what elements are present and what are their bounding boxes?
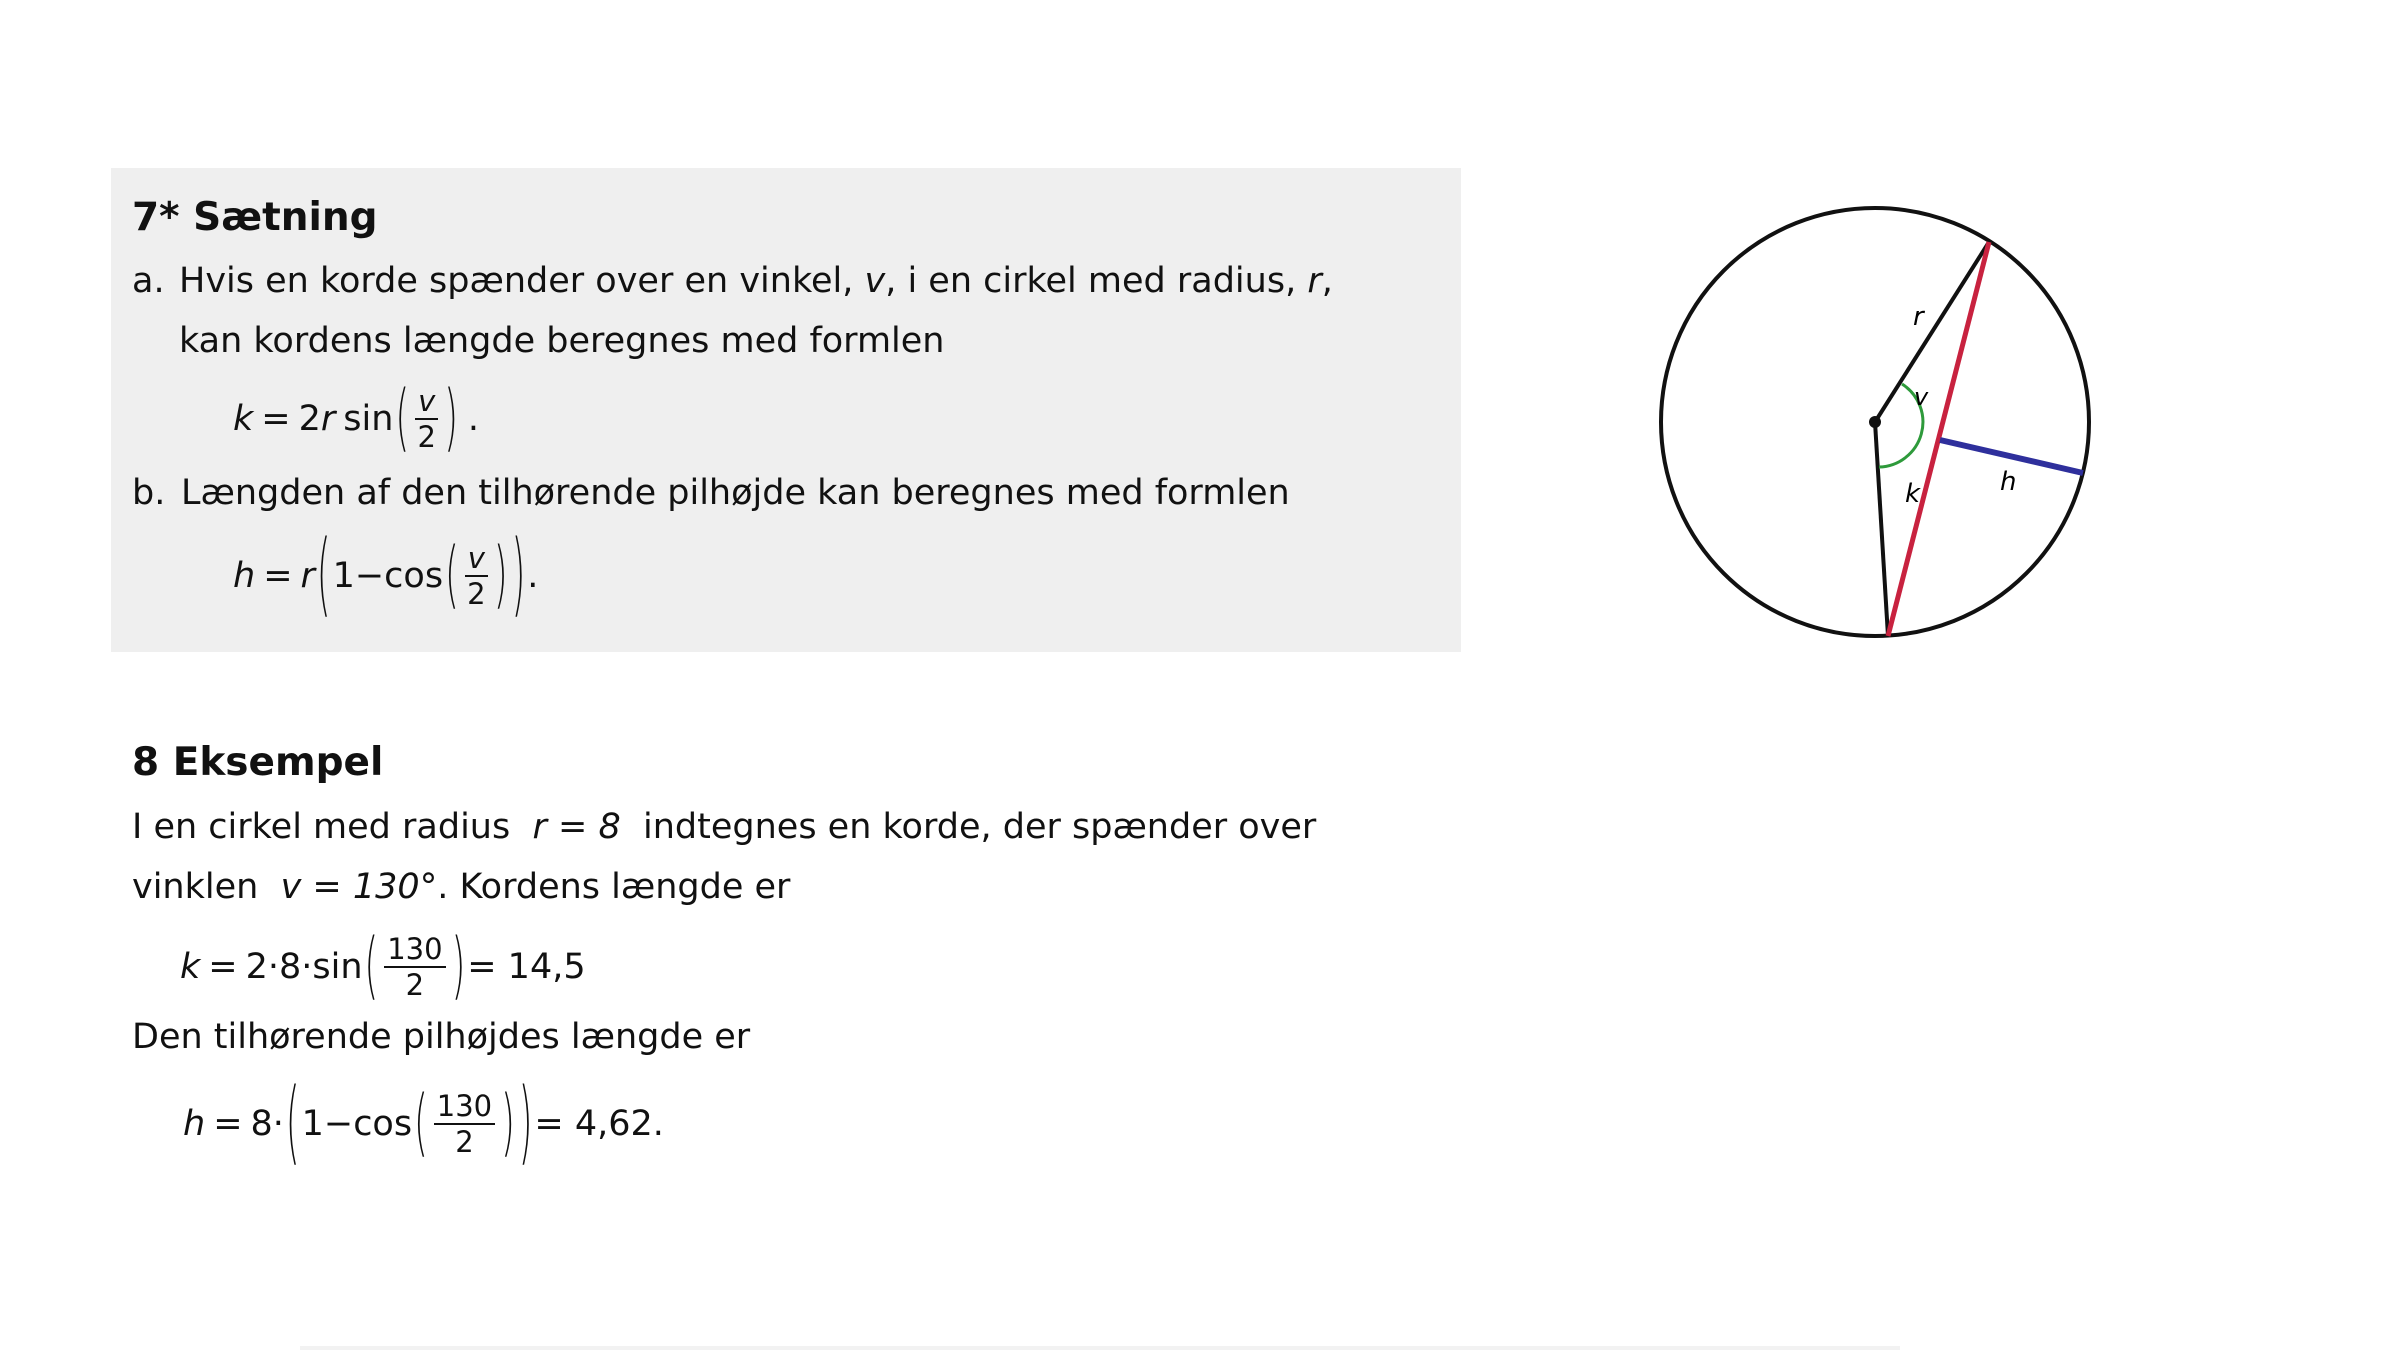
example-line2: vinklen v = 130°. Kordens længde er <box>132 867 791 907</box>
theorem-heading: 7* Sætning <box>132 195 378 240</box>
label-k: k <box>1905 479 1921 509</box>
bottom-divider <box>300 1346 1900 1350</box>
theorem-b-line: Længden af den tilhørende pilhøjde kan beregnes med formlen <box>181 473 1290 513</box>
center-point <box>1869 416 1881 428</box>
label-v: v <box>1914 383 1929 411</box>
theorem-a-line1: Hvis en korde spænder over en vinkel, v, i en cirkel med radius, r, <box>179 261 1333 301</box>
label-h: h <box>2000 467 2017 497</box>
theorem-b-marker: b. <box>132 473 166 513</box>
radius-line-lower <box>1875 422 1888 636</box>
theorem-a-marker: a. <box>132 261 165 301</box>
theorem-a-line2: kan kordens længde beregnes med formlen <box>179 321 945 361</box>
label-r: r <box>1913 302 1924 332</box>
radius-line-upper <box>1875 242 1989 422</box>
circle-chord-figure <box>1640 190 2100 650</box>
example-calc-height: h = 8· ( 1 − cos ( $\frac{130}{2}$ ) ) = 4,62. <box>183 1072 664 1176</box>
formula-arrow-height: h = r ( 1 − cos ( $\frac{v}{2}$ ) ) . <box>233 524 539 628</box>
chord-line <box>1888 242 1989 636</box>
formula-chord-length: k = 2 r sin ( $\frac{v}{2}$ ) . <box>233 377 480 461</box>
example-line1: I en cirkel med radius r = 8 indtegnes en korde, der spænder over <box>132 807 1317 847</box>
example-calc-chord: k = 2·8·sin ( $\frac{130}{2}$ ) = 14,5 <box>180 925 586 1009</box>
example-line3: Den tilhørende pilhøjdes længde er <box>132 1017 751 1057</box>
example-heading: 8 Eksempel <box>132 740 384 785</box>
